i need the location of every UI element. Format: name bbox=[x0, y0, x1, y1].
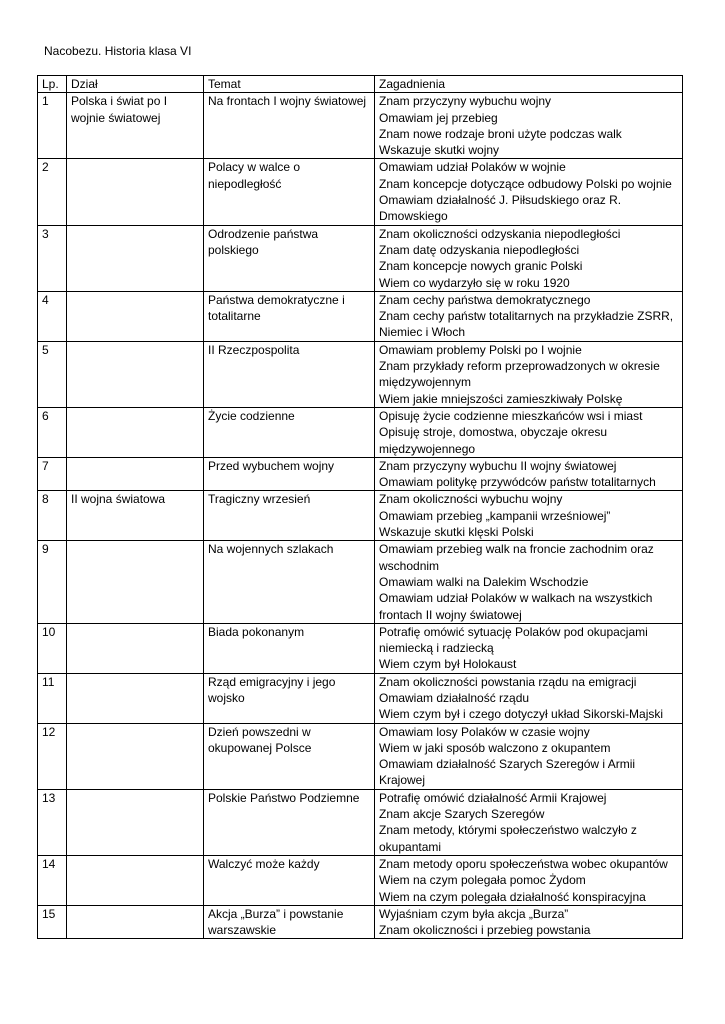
row-number-cell: 5 bbox=[38, 341, 67, 407]
table-row bbox=[38, 491, 683, 541]
requirement-item: Wyjaśniam czym była akcja „Burza” bbox=[379, 906, 569, 921]
topic-cell: Na wojennych szlakach bbox=[204, 541, 375, 623]
row-number-cell: 14 bbox=[38, 855, 67, 905]
table-row bbox=[38, 407, 683, 457]
section-cell bbox=[67, 159, 204, 225]
topic-cell: Rząd emigracyjny i jego wojsko bbox=[204, 673, 375, 723]
requirements-cell bbox=[375, 789, 683, 855]
column-header-zagadnienia: Zagadnienia bbox=[375, 76, 683, 93]
page-title: Nacobezu. Historia klasa VI bbox=[44, 44, 192, 58]
requirement-item: Omawiam przebieg walk na froncie zachodnim oraz wschodnim bbox=[379, 542, 654, 573]
table-row bbox=[38, 457, 683, 491]
requirement-item: Znam nowe rodzaje broni użyte podczas walk bbox=[379, 126, 622, 141]
requirement-item: Znam przyczyny wybuchu II wojny światowej bbox=[379, 458, 617, 473]
column-header-lp: Lp. bbox=[38, 76, 67, 93]
table-row bbox=[38, 159, 683, 225]
topic-cell: Biada pokonanym bbox=[204, 623, 375, 673]
table-row bbox=[38, 905, 683, 939]
requirement-item: Znam przyczyny wybuchu wojny bbox=[379, 94, 552, 109]
requirement-item: Wiem w jaki sposób walczono z okupantem bbox=[379, 740, 611, 755]
topic-cell: II Rzeczpospolita bbox=[204, 341, 375, 407]
requirement-item: Znam okoliczności powstania rządu na emigracji bbox=[379, 674, 637, 689]
section-cell: II wojna światowa bbox=[67, 491, 204, 541]
table-row bbox=[38, 623, 683, 673]
syllabus-table bbox=[37, 75, 683, 939]
section-cell bbox=[67, 291, 204, 341]
requirement-item: Znam okoliczności wybuchu wojny bbox=[379, 492, 563, 507]
section-cell bbox=[67, 673, 204, 723]
row-number-cell: 2 bbox=[38, 159, 67, 225]
requirement-item: Opisuję życie codzienne mieszkańców wsi i miast bbox=[379, 408, 643, 423]
requirement-item: Omawiam udział Polaków w wojnie bbox=[379, 160, 566, 175]
row-number-cell: 11 bbox=[38, 673, 67, 723]
table-body bbox=[38, 93, 683, 939]
requirements-cell bbox=[375, 291, 683, 341]
requirements-cell bbox=[375, 225, 683, 291]
row-number-cell: 10 bbox=[38, 623, 67, 673]
section-cell bbox=[67, 541, 204, 623]
table-row bbox=[38, 855, 683, 905]
requirement-item: Znam koncepcje nowych granic Polski bbox=[379, 259, 583, 274]
requirement-item: Znam cechy państwa demokratycznego bbox=[379, 292, 591, 307]
requirements-cell bbox=[375, 341, 683, 407]
requirement-item: Wskazuje skutki wojny bbox=[379, 143, 500, 158]
topic-cell: Na frontach I wojny światowej bbox=[204, 93, 375, 159]
table-row bbox=[38, 225, 683, 291]
table-row bbox=[38, 291, 683, 341]
requirement-item: Omawiam działalność rządu bbox=[379, 690, 530, 705]
row-number-cell: 3 bbox=[38, 225, 67, 291]
topic-cell: Akcja „Burza” i powstanie warszawskie bbox=[204, 905, 375, 939]
requirement-item: Wiem czym był Holokaust bbox=[379, 657, 517, 672]
table-row bbox=[38, 341, 683, 407]
column-header-dzial: Dział bbox=[67, 76, 204, 93]
row-number-cell: 7 bbox=[38, 457, 67, 491]
requirement-item: Omawiam udział Polaków w walkach na wszystkich frontach II wojny światowej bbox=[379, 591, 653, 622]
table-row bbox=[38, 93, 683, 159]
topic-cell: Walczyć może każdy bbox=[204, 855, 375, 905]
table-row bbox=[38, 723, 683, 789]
requirements-cell bbox=[375, 159, 683, 225]
requirements-cell bbox=[375, 673, 683, 723]
topic-cell: Państwa demokratyczne i totalitarne bbox=[204, 291, 375, 341]
topic-cell: Polacy w walce o niepodległość bbox=[204, 159, 375, 225]
row-number-cell: 1 bbox=[38, 93, 67, 159]
section-cell bbox=[67, 905, 204, 939]
requirement-item: Znam koncepcje dotyczące odbudowy Polski po wojnie bbox=[379, 176, 672, 191]
requirement-item: Omawiam losy Polaków w czasie wojny bbox=[379, 724, 590, 739]
table-row bbox=[38, 541, 683, 623]
requirements-cell bbox=[375, 457, 683, 491]
section-cell bbox=[67, 225, 204, 291]
section-cell bbox=[67, 457, 204, 491]
requirement-item: Omawiam działalność J. Piłsudskiego oraz R. Dmowskiego bbox=[379, 193, 622, 224]
requirement-item: Wiem jakie mniejszości zamieszkiwały Polskę bbox=[379, 391, 623, 406]
requirements-cell bbox=[375, 93, 683, 159]
requirement-item: Znam cechy państw totalitarnych na przykładzie ZSRR, Niemiec i Włoch bbox=[379, 309, 674, 340]
requirement-item: Wskazuje skutki klęski Polski bbox=[379, 525, 534, 540]
row-number-cell: 12 bbox=[38, 723, 67, 789]
requirement-item: Wiem co wydarzyło się w roku 1920 bbox=[379, 275, 570, 290]
table-row bbox=[38, 673, 683, 723]
requirement-item: Znam przykłady reform przeprowadzonych w okresie międzywojennym bbox=[379, 359, 660, 390]
requirements-cell bbox=[375, 623, 683, 673]
requirement-item: Znam metody oporu społeczeństwa wobec okupantów bbox=[379, 856, 668, 871]
section-cell bbox=[67, 789, 204, 855]
requirement-item: Znam okoliczności odzyskania niepodległości bbox=[379, 226, 621, 241]
column-header-temat: Temat bbox=[204, 76, 375, 93]
row-number-cell: 4 bbox=[38, 291, 67, 341]
requirement-item: Znam metody, którymi społeczeństwo walczyło z okupantami bbox=[379, 823, 637, 854]
topic-cell: Przed wybuchem wojny bbox=[204, 457, 375, 491]
row-number-cell: 6 bbox=[38, 407, 67, 457]
row-number-cell: 9 bbox=[38, 541, 67, 623]
row-number-cell: 15 bbox=[38, 905, 67, 939]
topic-cell: Odrodzenie państwa polskiego bbox=[204, 225, 375, 291]
requirement-item: Omawiam jej przebieg bbox=[379, 110, 498, 125]
requirement-item: Omawiam walki na Dalekim Wschodzie bbox=[379, 574, 589, 589]
topic-cell: Polskie Państwo Podziemne bbox=[204, 789, 375, 855]
requirements-cell bbox=[375, 491, 683, 541]
section-cell bbox=[67, 407, 204, 457]
topic-cell: Dzień powszedni w okupowanej Polsce bbox=[204, 723, 375, 789]
requirements-cell bbox=[375, 407, 683, 457]
section-cell bbox=[67, 723, 204, 789]
requirements-cell bbox=[375, 855, 683, 905]
requirement-item: Wiem na czym polegała pomoc Żydom bbox=[379, 873, 586, 888]
section-cell bbox=[67, 341, 204, 407]
requirement-item: Znam datę odzyskania niepodległości bbox=[379, 242, 580, 257]
requirements-cell bbox=[375, 541, 683, 623]
section-cell bbox=[67, 623, 204, 673]
requirement-item: Wiem na czym polegała działalność konspiracyjna bbox=[379, 889, 646, 904]
requirements-cell bbox=[375, 905, 683, 939]
requirement-item: Wiem czym był i czego dotyczył układ Sikorski-Majski bbox=[379, 707, 664, 722]
row-number-cell: 8 bbox=[38, 491, 67, 541]
requirement-item: Omawiam działalność Szarych Szeregów i Armii Krajowej bbox=[379, 757, 636, 788]
table-header-row bbox=[38, 76, 683, 93]
requirements-cell bbox=[375, 723, 683, 789]
table-row bbox=[38, 789, 683, 855]
section-cell bbox=[67, 855, 204, 905]
requirement-item: Znam okoliczności i przebieg powstania bbox=[379, 923, 591, 938]
requirement-item: Omawiam przebieg „kampanii wrześniowej” bbox=[379, 508, 611, 523]
row-number-cell: 13 bbox=[38, 789, 67, 855]
requirement-item: Potrafię omówić sytuację Polaków pod okupacjami niemiecką i radziecką bbox=[379, 624, 648, 656]
requirement-item: Znam akcje Szarych Szeregów bbox=[379, 807, 545, 822]
requirement-item: Omawiam problemy Polski po I wojnie bbox=[379, 342, 582, 357]
section-cell: Polska i świat po I wojnie światowej bbox=[67, 93, 204, 159]
requirement-item: Omawiam politykę przywódców państw totalitarnych bbox=[379, 475, 656, 490]
requirement-item: Potrafię omówić działalność Armii Krajowej bbox=[379, 790, 607, 805]
requirement-item: Opisuję stroje, domostwa, obyczaje okresu międzywojennego bbox=[379, 425, 608, 456]
topic-cell: Życie codzienne bbox=[204, 407, 375, 457]
topic-cell: Tragiczny wrzesień bbox=[204, 491, 375, 541]
